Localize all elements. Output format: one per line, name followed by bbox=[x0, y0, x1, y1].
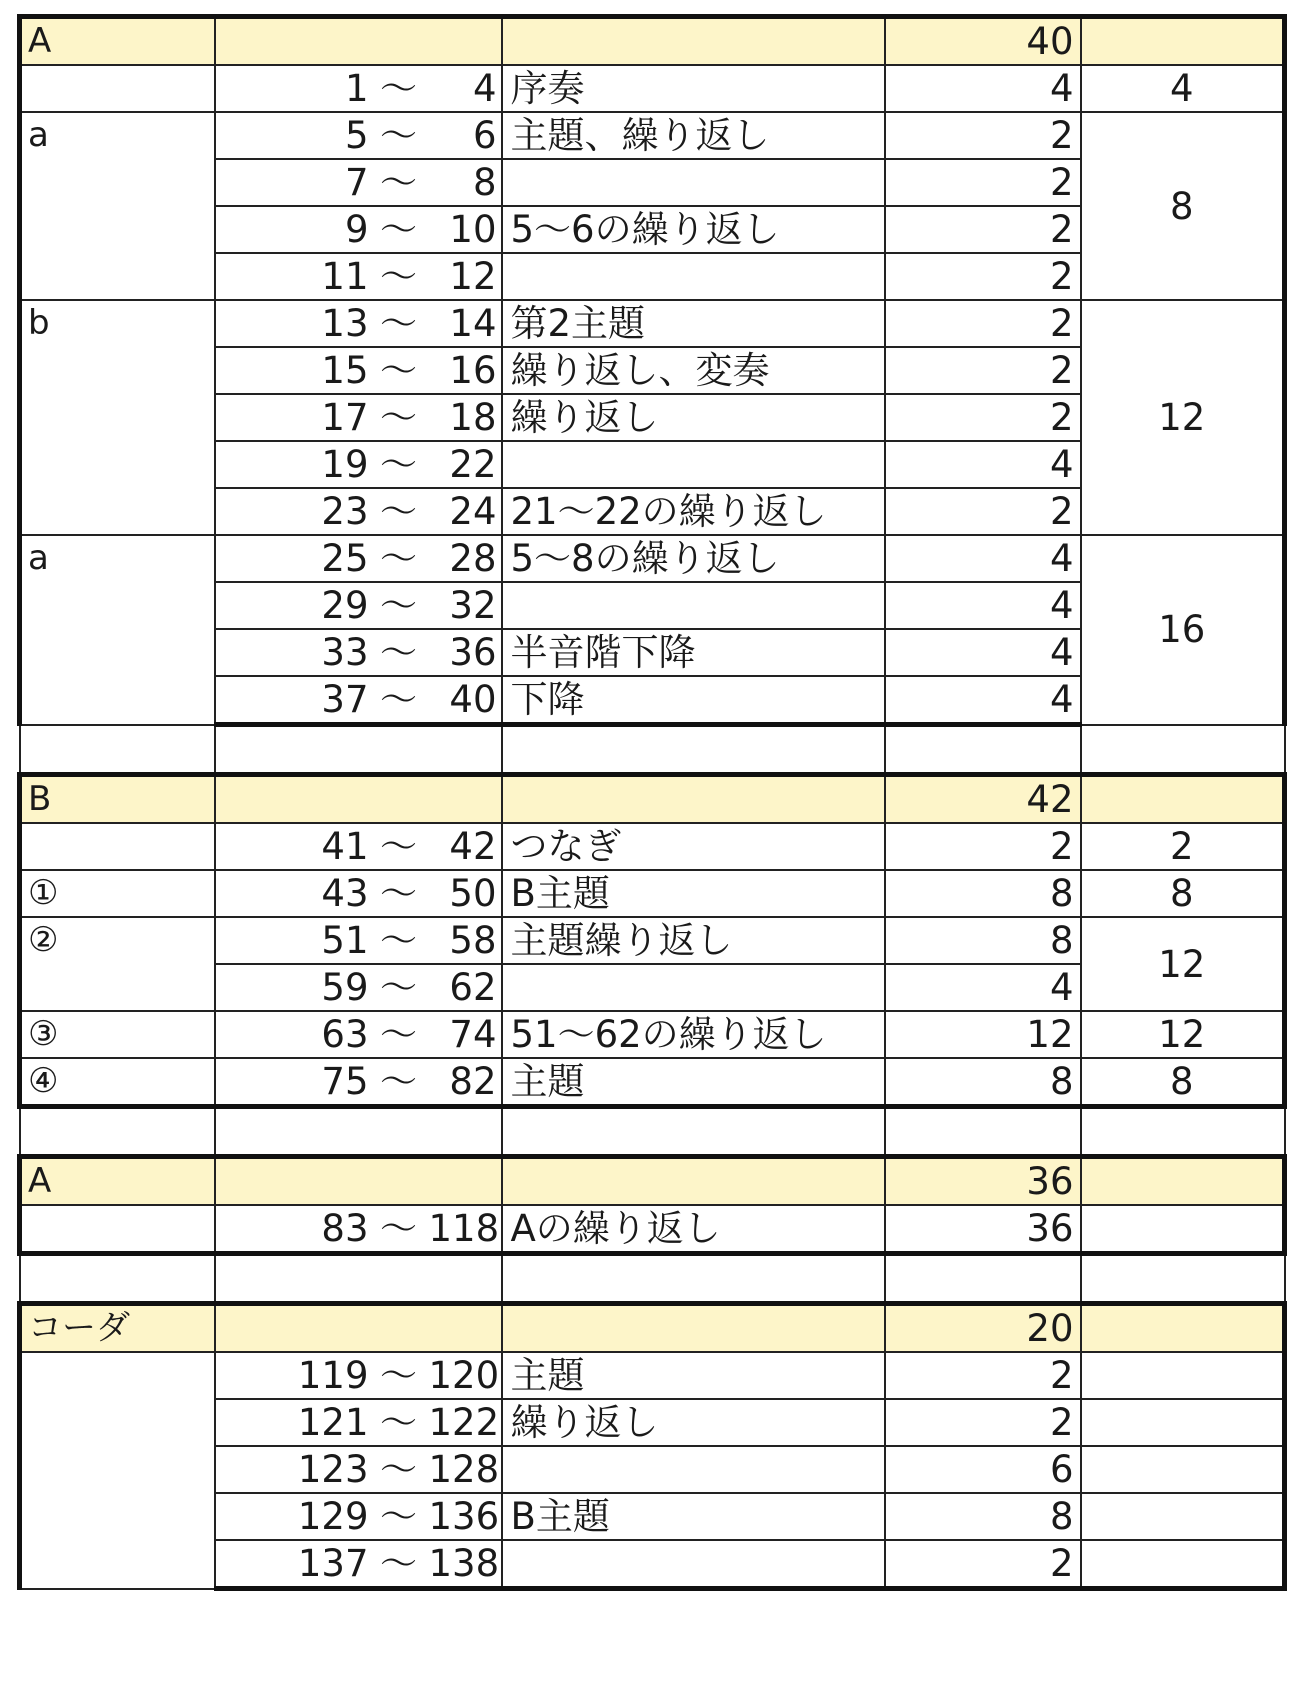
measure-end: 120 bbox=[428, 1354, 500, 1397]
description: 主題繰り返し bbox=[502, 917, 885, 964]
section-header-blank bbox=[502, 1304, 885, 1353]
measure-range bbox=[215, 1540, 502, 1589]
subsection-label: ③ bbox=[20, 1011, 215, 1058]
range-tilde: 〜 bbox=[380, 1401, 417, 1444]
measure-end: 118 bbox=[428, 1207, 500, 1250]
group-total: 8 bbox=[1081, 870, 1285, 917]
section-header-blank bbox=[215, 17, 502, 66]
table-row bbox=[20, 917, 1285, 964]
measure-end: 22 bbox=[449, 443, 497, 486]
measure-end: 24 bbox=[449, 490, 497, 533]
section-header-blank bbox=[1081, 1304, 1285, 1353]
measure-end: 42 bbox=[449, 825, 497, 868]
spacer-cell bbox=[502, 1254, 885, 1304]
section-total: 36 bbox=[885, 1157, 1081, 1206]
measure-count: 8 bbox=[885, 1058, 1081, 1107]
measure-count: 6 bbox=[885, 1446, 1081, 1493]
range-tilde: 〜 bbox=[380, 1448, 417, 1491]
measure-start: 83 bbox=[321, 1207, 369, 1250]
measure-start: 5 bbox=[344, 114, 369, 157]
measure-range bbox=[215, 206, 502, 253]
section-header-blank bbox=[502, 775, 885, 824]
description: 5〜8の繰り返し bbox=[502, 535, 885, 582]
measure-count: 4 bbox=[885, 441, 1081, 488]
section-header-row bbox=[20, 17, 1285, 66]
spacer-cell bbox=[215, 1107, 502, 1157]
group-total bbox=[1081, 1205, 1285, 1254]
range-tilde: 〜 bbox=[380, 1013, 417, 1056]
description bbox=[502, 582, 885, 629]
measure-count: 2 bbox=[885, 347, 1081, 394]
spacer-cell bbox=[885, 1107, 1081, 1157]
measure-range bbox=[215, 1399, 502, 1446]
range-tilde: 〜 bbox=[380, 678, 417, 721]
measure-start: 17 bbox=[321, 396, 369, 439]
section-header-blank bbox=[1081, 1157, 1285, 1206]
measure-end: 14 bbox=[449, 302, 497, 345]
measure-range bbox=[215, 1446, 502, 1493]
group-total bbox=[1081, 1493, 1285, 1540]
measure-count: 2 bbox=[885, 253, 1081, 300]
section-header-blank bbox=[215, 1157, 502, 1206]
description bbox=[502, 159, 885, 206]
measure-range bbox=[215, 347, 502, 394]
measure-start: 25 bbox=[321, 537, 369, 580]
range-tilde: 〜 bbox=[380, 537, 417, 580]
measure-start: 7 bbox=[344, 161, 369, 204]
group-total bbox=[1081, 1352, 1285, 1399]
measure-start: 29 bbox=[321, 584, 369, 627]
measure-start: 75 bbox=[321, 1060, 369, 1103]
table-row bbox=[20, 112, 1285, 159]
measure-range bbox=[215, 488, 502, 535]
spacer-row bbox=[20, 1254, 1285, 1304]
spacer-cell bbox=[1081, 725, 1285, 775]
section-header-blank bbox=[1081, 775, 1285, 824]
subsection-label: ② bbox=[20, 917, 215, 1011]
range-tilde: 〜 bbox=[380, 114, 417, 157]
description: 51〜62の繰り返し bbox=[502, 1011, 885, 1058]
range-tilde: 〜 bbox=[380, 255, 417, 298]
measure-start: 13 bbox=[321, 302, 369, 345]
measure-count: 2 bbox=[885, 1399, 1081, 1446]
description: 主題、繰り返し bbox=[502, 112, 885, 159]
range-tilde: 〜 bbox=[380, 67, 417, 110]
measure-start: 121 bbox=[297, 1401, 369, 1444]
description: 繰り返し bbox=[502, 1399, 885, 1446]
measure-end: 138 bbox=[428, 1542, 500, 1585]
section-total: 20 bbox=[885, 1304, 1081, 1353]
range-tilde: 〜 bbox=[380, 966, 417, 1009]
section-header-blank bbox=[1081, 17, 1285, 66]
measure-count: 8 bbox=[885, 1493, 1081, 1540]
description bbox=[502, 1540, 885, 1589]
table-row bbox=[20, 65, 1285, 112]
measure-range bbox=[215, 1011, 502, 1058]
description: B主題 bbox=[502, 870, 885, 917]
section-label: A bbox=[20, 1157, 215, 1206]
table-row bbox=[20, 823, 1285, 870]
measure-count: 4 bbox=[885, 676, 1081, 725]
measure-end: 58 bbox=[449, 919, 497, 962]
range-tilde: 〜 bbox=[380, 490, 417, 533]
description bbox=[502, 1446, 885, 1493]
group-total bbox=[1081, 1446, 1285, 1493]
range-tilde: 〜 bbox=[380, 349, 417, 392]
section-header-row bbox=[20, 1304, 1285, 1353]
spacer-cell bbox=[885, 1254, 1081, 1304]
spacer-cell bbox=[1081, 1107, 1285, 1157]
spacer-row bbox=[20, 725, 1285, 775]
range-tilde: 〜 bbox=[380, 1060, 417, 1103]
group-total: 8 bbox=[1081, 112, 1285, 300]
measure-start: 63 bbox=[321, 1013, 369, 1056]
measure-count: 2 bbox=[885, 1352, 1081, 1399]
spacer-cell bbox=[502, 725, 885, 775]
description: B主題 bbox=[502, 1493, 885, 1540]
spacer-cell bbox=[20, 725, 215, 775]
subsection-label: a bbox=[20, 112, 215, 300]
subsection-label: a bbox=[20, 535, 215, 725]
section-header-blank bbox=[502, 1157, 885, 1206]
spacer-cell bbox=[215, 1254, 502, 1304]
description: 半音階下降 bbox=[502, 629, 885, 676]
measure-range bbox=[215, 629, 502, 676]
table-row bbox=[20, 870, 1285, 917]
measure-count: 2 bbox=[885, 159, 1081, 206]
table-row bbox=[20, 535, 1285, 582]
measure-count: 8 bbox=[885, 870, 1081, 917]
measure-end: 28 bbox=[449, 537, 497, 580]
spacer-cell bbox=[885, 725, 1081, 775]
measure-end: 82 bbox=[449, 1060, 497, 1103]
measure-range bbox=[215, 112, 502, 159]
measure-start: 15 bbox=[321, 349, 369, 392]
group-total: 4 bbox=[1081, 65, 1285, 112]
measure-count: 4 bbox=[885, 964, 1081, 1011]
range-tilde: 〜 bbox=[380, 1495, 417, 1538]
description: 21〜22の繰り返し bbox=[502, 488, 885, 535]
range-tilde: 〜 bbox=[380, 919, 417, 962]
spacer-row bbox=[20, 1107, 1285, 1157]
measure-count: 2 bbox=[885, 112, 1081, 159]
measure-end: 62 bbox=[449, 966, 497, 1009]
measure-start: 1 bbox=[344, 67, 369, 110]
measure-end: 36 bbox=[449, 631, 497, 674]
range-tilde: 〜 bbox=[380, 208, 417, 251]
table-row bbox=[20, 300, 1285, 347]
measure-count: 36 bbox=[885, 1205, 1081, 1254]
measure-end: 50 bbox=[449, 872, 497, 915]
measure-range bbox=[215, 300, 502, 347]
description: つなぎ bbox=[502, 823, 885, 870]
measure-end: 12 bbox=[449, 255, 497, 298]
spacer-cell bbox=[20, 1107, 215, 1157]
group-total: 2 bbox=[1081, 823, 1285, 870]
spacer-cell bbox=[1081, 1254, 1285, 1304]
measure-range bbox=[215, 1352, 502, 1399]
measure-start: 137 bbox=[297, 1542, 369, 1585]
measure-range bbox=[215, 1058, 502, 1107]
table-row bbox=[20, 1352, 1285, 1399]
measure-range bbox=[215, 676, 502, 725]
table-row bbox=[20, 1205, 1285, 1254]
spacer-cell bbox=[20, 1254, 215, 1304]
group-total: 12 bbox=[1081, 917, 1285, 1011]
measure-count: 12 bbox=[885, 1011, 1081, 1058]
subsection-label: b bbox=[20, 300, 215, 535]
description: 繰り返し bbox=[502, 394, 885, 441]
group-total: 12 bbox=[1081, 1011, 1285, 1058]
measure-start: 9 bbox=[344, 208, 369, 251]
measure-end: 128 bbox=[428, 1448, 500, 1491]
measure-range bbox=[215, 253, 502, 300]
description bbox=[502, 441, 885, 488]
section-label: A bbox=[20, 17, 215, 66]
measure-end: 122 bbox=[428, 1401, 500, 1444]
measure-start: 33 bbox=[321, 631, 369, 674]
description: 主題 bbox=[502, 1058, 885, 1107]
measure-end: 40 bbox=[449, 678, 497, 721]
measure-end: 6 bbox=[472, 114, 497, 157]
measure-start: 43 bbox=[321, 872, 369, 915]
description: 繰り返し、変奏 bbox=[502, 347, 885, 394]
range-tilde: 〜 bbox=[380, 1542, 417, 1585]
measure-start: 41 bbox=[321, 825, 369, 868]
measure-end: 136 bbox=[428, 1495, 500, 1538]
measure-count: 2 bbox=[885, 1540, 1081, 1589]
group-total: 16 bbox=[1081, 535, 1285, 725]
measure-count: 2 bbox=[885, 300, 1081, 347]
measure-range bbox=[215, 65, 502, 112]
subsection-label bbox=[20, 823, 215, 870]
range-tilde: 〜 bbox=[380, 1354, 417, 1397]
range-tilde: 〜 bbox=[380, 396, 417, 439]
section-header-row bbox=[20, 1157, 1285, 1206]
subsection-label: ① bbox=[20, 870, 215, 917]
measure-count: 4 bbox=[885, 629, 1081, 676]
measure-count: 2 bbox=[885, 394, 1081, 441]
section-label: B bbox=[20, 775, 215, 824]
measure-range bbox=[215, 917, 502, 964]
measure-range bbox=[215, 394, 502, 441]
table-row bbox=[20, 1011, 1285, 1058]
group-total: 8 bbox=[1081, 1058, 1285, 1107]
measure-end: 10 bbox=[449, 208, 497, 251]
measure-range bbox=[215, 823, 502, 870]
description: 第2主題 bbox=[502, 300, 885, 347]
measure-end: 8 bbox=[472, 161, 497, 204]
range-tilde: 〜 bbox=[380, 443, 417, 486]
range-tilde: 〜 bbox=[380, 872, 417, 915]
measure-range bbox=[215, 582, 502, 629]
group-total: 12 bbox=[1081, 300, 1285, 535]
measure-end: 16 bbox=[449, 349, 497, 392]
measure-end: 4 bbox=[472, 67, 497, 110]
measure-count: 2 bbox=[885, 823, 1081, 870]
description bbox=[502, 964, 885, 1011]
measure-count: 2 bbox=[885, 206, 1081, 253]
measure-end: 18 bbox=[449, 396, 497, 439]
section-total: 42 bbox=[885, 775, 1081, 824]
section-total: 40 bbox=[885, 17, 1081, 66]
range-tilde: 〜 bbox=[380, 161, 417, 204]
range-tilde: 〜 bbox=[380, 825, 417, 868]
measure-range bbox=[215, 870, 502, 917]
description: 下降 bbox=[502, 676, 885, 725]
section-header-blank bbox=[215, 1304, 502, 1353]
spacer-cell bbox=[502, 1107, 885, 1157]
measure-start: 129 bbox=[297, 1495, 369, 1538]
spacer-cell bbox=[215, 725, 502, 775]
table-row bbox=[20, 1058, 1285, 1107]
subsection-label bbox=[20, 1352, 215, 1589]
description: 5〜6の繰り返し bbox=[502, 206, 885, 253]
measure-end: 74 bbox=[449, 1013, 497, 1056]
measure-start: 23 bbox=[321, 490, 369, 533]
section-header-row bbox=[20, 775, 1285, 824]
measure-end: 32 bbox=[449, 584, 497, 627]
measure-start: 51 bbox=[321, 919, 369, 962]
measure-range bbox=[215, 535, 502, 582]
section-header-blank bbox=[502, 17, 885, 66]
measure-start: 37 bbox=[321, 678, 369, 721]
description: 主題 bbox=[502, 1352, 885, 1399]
measure-count: 4 bbox=[885, 535, 1081, 582]
description: 序奏 bbox=[502, 65, 885, 112]
table-body bbox=[20, 17, 1285, 1589]
measure-range bbox=[215, 1205, 502, 1254]
measure-range bbox=[215, 159, 502, 206]
measure-range bbox=[215, 1493, 502, 1540]
range-tilde: 〜 bbox=[380, 584, 417, 627]
group-total bbox=[1081, 1399, 1285, 1446]
measure-start: 59 bbox=[321, 966, 369, 1009]
measure-range bbox=[215, 964, 502, 1011]
subsection-label: ④ bbox=[20, 1058, 215, 1107]
measure-start: 11 bbox=[321, 255, 369, 298]
group-total bbox=[1081, 1540, 1285, 1589]
section-label: コーダ bbox=[20, 1304, 215, 1353]
measure-start: 123 bbox=[297, 1448, 369, 1491]
subsection-label bbox=[20, 1205, 215, 1254]
song-structure-table bbox=[17, 14, 1287, 1591]
description bbox=[502, 253, 885, 300]
measure-count: 4 bbox=[885, 65, 1081, 112]
measure-count: 2 bbox=[885, 488, 1081, 535]
description: Aの繰り返し bbox=[502, 1205, 885, 1254]
measure-start: 119 bbox=[297, 1354, 369, 1397]
section-header-blank bbox=[215, 775, 502, 824]
range-tilde: 〜 bbox=[380, 302, 417, 345]
measure-count: 8 bbox=[885, 917, 1081, 964]
measure-start: 19 bbox=[321, 443, 369, 486]
range-tilde: 〜 bbox=[380, 631, 417, 674]
measure-count: 4 bbox=[885, 582, 1081, 629]
measure-range bbox=[215, 441, 502, 488]
subsection-label bbox=[20, 65, 215, 112]
range-tilde: 〜 bbox=[380, 1207, 417, 1250]
